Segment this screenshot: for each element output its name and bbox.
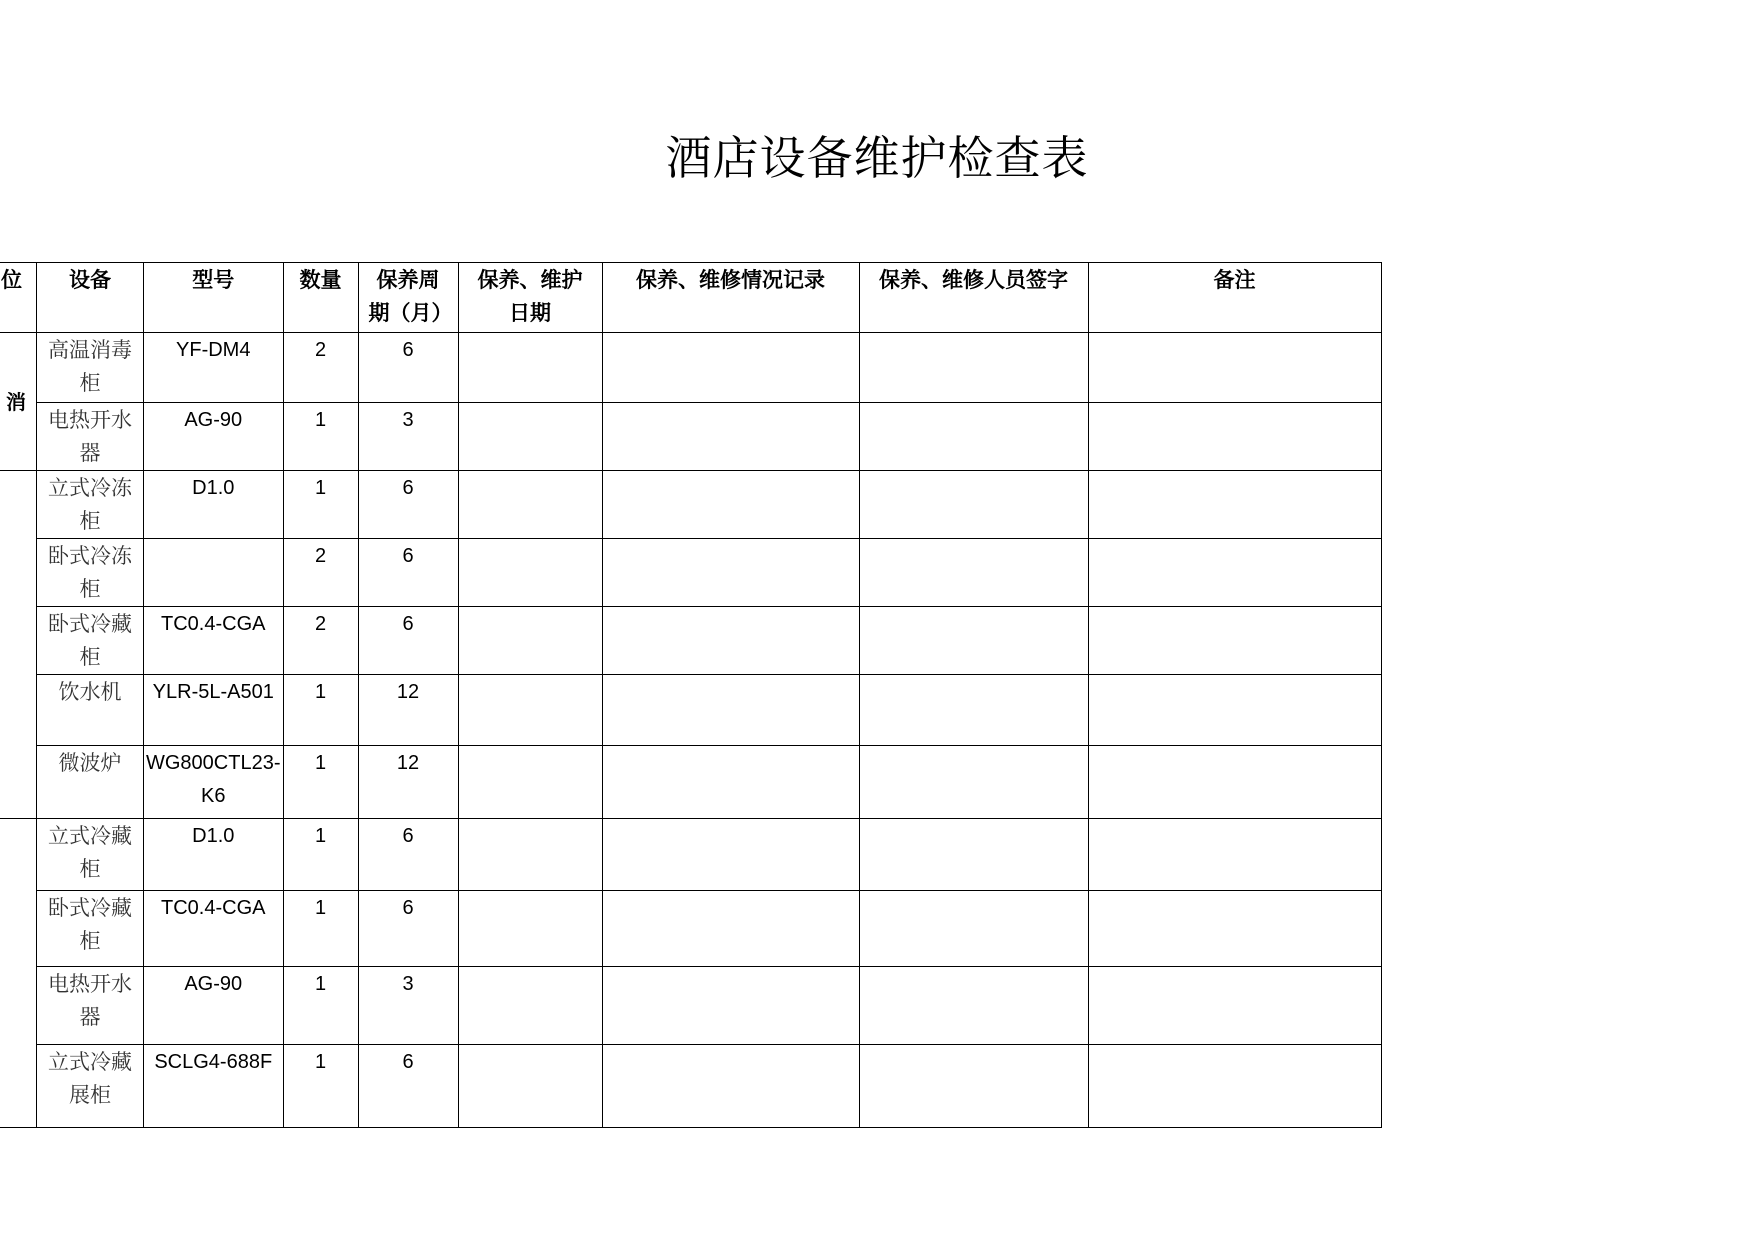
device-cell: 电热开水器 — [37, 967, 144, 1045]
device-cell: 立式冷藏柜 — [37, 819, 144, 891]
header-location: 位 — [0, 263, 37, 333]
remarks-cell[interactable] — [1088, 471, 1381, 539]
model-cell: TC0.4-CGA — [144, 607, 284, 675]
date-cell[interactable] — [458, 891, 602, 967]
cycle-cell: 6 — [358, 471, 458, 539]
cycle-cell: 6 — [358, 819, 458, 891]
quantity-cell: 1 — [283, 1045, 358, 1128]
signature-cell[interactable] — [859, 333, 1088, 403]
remarks-cell[interactable] — [1088, 819, 1381, 891]
cycle-cell: 12 — [358, 675, 458, 746]
page-title: 酒店设备维护检查表 — [665, 131, 1089, 185]
record-cell[interactable] — [602, 819, 859, 891]
device-cell: 卧式冷冻柜 — [37, 539, 144, 607]
cycle-cell: 12 — [358, 746, 458, 819]
header-cycle: 保养周期（月） — [358, 263, 458, 333]
device-cell: 立式冷冻柜 — [37, 471, 144, 539]
device-cell: 电热开水器 — [37, 403, 144, 471]
quantity-cell: 2 — [283, 333, 358, 403]
quantity-cell: 1 — [283, 967, 358, 1045]
header-quantity: 数量 — [283, 263, 358, 333]
signature-cell[interactable] — [859, 967, 1088, 1045]
model-cell — [144, 539, 284, 607]
cycle-cell: 3 — [358, 967, 458, 1045]
location-cell — [0, 819, 37, 1128]
model-cell: D1.0 — [144, 819, 284, 891]
signature-cell[interactable] — [859, 1045, 1088, 1128]
signature-cell[interactable] — [859, 675, 1088, 746]
cycle-cell: 3 — [358, 403, 458, 471]
model-cell: D1.0 — [144, 471, 284, 539]
device-cell: 饮水机 — [37, 675, 144, 746]
date-cell[interactable] — [458, 746, 602, 819]
signature-cell[interactable] — [859, 539, 1088, 607]
header-maintenance-date: 保养、维护日期 — [458, 263, 602, 333]
model-cell: SCLG4-688F — [144, 1045, 284, 1128]
date-cell[interactable] — [458, 607, 602, 675]
record-cell[interactable] — [602, 607, 859, 675]
remarks-cell[interactable] — [1088, 967, 1381, 1045]
location-cell: 消 — [0, 333, 37, 471]
record-cell[interactable] — [602, 471, 859, 539]
header-model: 型号 — [144, 263, 284, 333]
remarks-cell[interactable] — [1088, 746, 1381, 819]
header-remarks: 备注 — [1088, 263, 1381, 333]
remarks-cell[interactable] — [1088, 891, 1381, 967]
date-cell[interactable] — [458, 967, 602, 1045]
device-cell: 立式冷藏展柜 — [37, 1045, 144, 1128]
table-row — [0, 471, 1381, 539]
table-row — [0, 607, 1381, 675]
device-cell: 微波炉 — [37, 746, 144, 819]
remarks-cell[interactable] — [1088, 403, 1381, 471]
quantity-cell: 1 — [283, 819, 358, 891]
quantity-cell: 1 — [283, 746, 358, 819]
record-cell[interactable] — [602, 333, 859, 403]
model-cell: AG-90 — [144, 967, 284, 1045]
record-cell[interactable] — [602, 891, 859, 967]
header-record: 保养、维修情况记录 — [602, 263, 859, 333]
signature-cell[interactable] — [859, 403, 1088, 471]
cycle-cell: 6 — [358, 539, 458, 607]
record-cell[interactable] — [602, 675, 859, 746]
table-row — [0, 891, 1381, 967]
header-row — [0, 263, 1381, 333]
cycle-cell: 6 — [358, 1045, 458, 1128]
date-cell[interactable] — [458, 819, 602, 891]
date-cell[interactable] — [458, 471, 602, 539]
remarks-cell[interactable] — [1088, 607, 1381, 675]
date-cell[interactable] — [458, 675, 602, 746]
table-row — [0, 819, 1381, 891]
signature-cell[interactable] — [859, 746, 1088, 819]
quantity-cell: 1 — [283, 675, 358, 746]
location-cell — [0, 471, 37, 819]
model-cell: YLR-5L-A501 — [144, 675, 284, 746]
model-cell: YF-DM4 — [144, 333, 284, 403]
remarks-cell[interactable] — [1088, 333, 1381, 403]
table-row — [0, 539, 1381, 607]
record-cell[interactable] — [602, 746, 859, 819]
model-cell: WG800CTL23-K6 — [144, 746, 284, 819]
quantity-cell: 2 — [283, 607, 358, 675]
device-cell: 卧式冷藏柜 — [37, 607, 144, 675]
record-cell[interactable] — [602, 539, 859, 607]
remarks-cell[interactable] — [1088, 1045, 1381, 1128]
signature-cell[interactable] — [859, 607, 1088, 675]
record-cell[interactable] — [602, 403, 859, 471]
signature-cell[interactable] — [859, 891, 1088, 967]
signature-cell[interactable] — [859, 819, 1088, 891]
cycle-cell: 6 — [358, 333, 458, 403]
quantity-cell: 2 — [283, 539, 358, 607]
device-cell: 高温消毒柜 — [37, 333, 144, 403]
table-row — [0, 675, 1381, 746]
record-cell[interactable] — [602, 1045, 859, 1128]
signature-cell[interactable] — [859, 471, 1088, 539]
date-cell[interactable] — [458, 539, 602, 607]
remarks-cell[interactable] — [1088, 675, 1381, 746]
maintenance-table — [0, 262, 1382, 1128]
header-device: 设备 — [37, 263, 144, 333]
table-row — [0, 403, 1381, 471]
quantity-cell: 1 — [283, 403, 358, 471]
device-cell: 卧式冷藏柜 — [37, 891, 144, 967]
table-row — [0, 1045, 1381, 1128]
date-cell[interactable] — [458, 1045, 602, 1128]
remarks-cell[interactable] — [1088, 539, 1381, 607]
date-cell[interactable] — [458, 403, 602, 471]
header-signature: 保养、维修人员签字 — [859, 263, 1088, 333]
cycle-cell: 6 — [358, 607, 458, 675]
quantity-cell: 1 — [283, 471, 358, 539]
table-row — [0, 333, 1381, 403]
quantity-cell: 1 — [283, 891, 358, 967]
model-cell: AG-90 — [144, 403, 284, 471]
cycle-cell: 6 — [358, 891, 458, 967]
date-cell[interactable] — [458, 333, 602, 403]
table-row — [0, 746, 1381, 819]
table-row — [0, 967, 1381, 1045]
model-cell: TC0.4-CGA — [144, 891, 284, 967]
record-cell[interactable] — [602, 967, 859, 1045]
